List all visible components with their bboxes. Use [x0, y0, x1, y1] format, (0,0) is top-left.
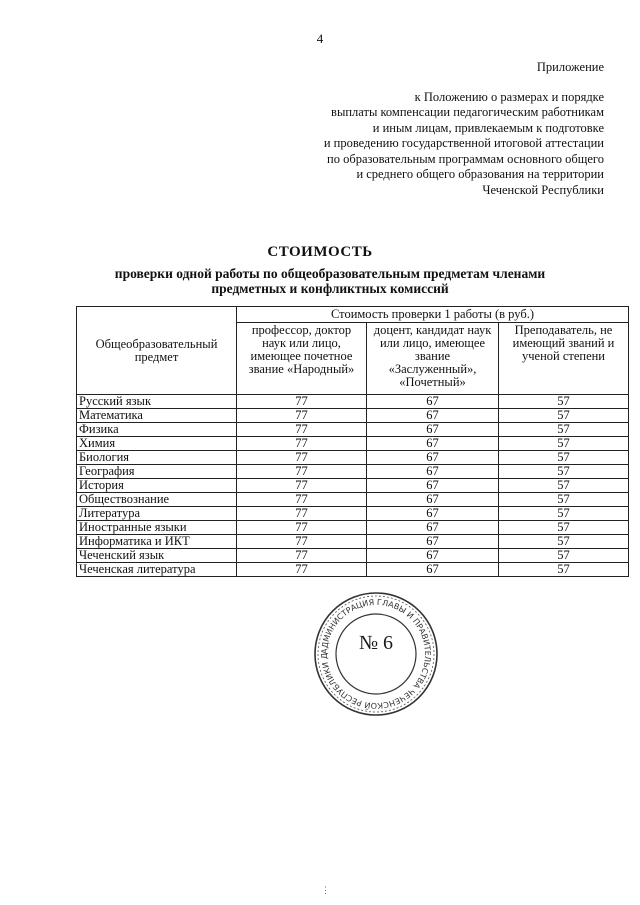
cost-cell: 77: [237, 423, 367, 437]
subject-cell: Чеченская литература: [77, 563, 237, 577]
cost-cell: 57: [499, 521, 629, 535]
cost-cell: 67: [367, 549, 499, 563]
appendix-line: по образовательным программам основного общего: [327, 151, 604, 166]
subject-cell: География: [77, 465, 237, 479]
document-title: СТОИМОСТЬ: [267, 244, 373, 260]
seal-ring-text: АДМИНИСТРАЦИЯ ГЛАВЫ И ПРАВИТЕЛЬСТВА ЧЕЧЕНСКОЙ РЕСПУБЛИКИ Д: [319, 597, 433, 711]
subtitle-line: предметных и конфликтных комиссий: [211, 281, 449, 296]
subject-cell: История: [77, 479, 237, 493]
table-row: [77, 423, 629, 437]
subject-cell: Химия: [77, 437, 237, 451]
cost-cell: 77: [237, 479, 367, 493]
cost-cell: 57: [499, 423, 629, 437]
column-header-docent: доцент, кандидат наук или лицо, имеющее звание «Заслуженный», «Почетный»: [367, 323, 499, 395]
appendix-heading: Приложение: [536, 60, 604, 74]
cost-cell: 77: [237, 465, 367, 479]
official-seal: [312, 590, 440, 718]
cost-cell: 77: [237, 437, 367, 451]
appendix-line: и проведению государственной итоговой аттестации: [323, 136, 604, 150]
table-row: [77, 465, 629, 479]
cost-cell: 57: [499, 493, 629, 507]
seal-number: № 6: [358, 632, 394, 654]
cost-table-body: [77, 395, 629, 577]
cost-cell: 77: [237, 521, 367, 535]
table-row: [77, 535, 629, 549]
appendix-line: выплаты компенсации педагогическим работникам: [331, 105, 604, 119]
cost-cell: 77: [237, 535, 367, 549]
table-row: [77, 479, 629, 493]
subject-cell: Обществознание: [77, 493, 237, 507]
cost-cell: 77: [237, 451, 367, 465]
column-header-teacher: Преподаватель, не имеющий званий и ученой степени: [499, 323, 629, 395]
cost-cell: 77: [237, 563, 367, 577]
appendix-line: Чеченской Республики: [482, 182, 604, 197]
subject-cell: Информатика и ИКТ: [77, 535, 237, 549]
cost-cell: 57: [499, 437, 629, 451]
cost-cell: 67: [367, 409, 499, 423]
table-row: [77, 563, 629, 577]
table-row: [77, 451, 629, 465]
appendix-block: [264, 60, 604, 198]
cost-cell: 67: [367, 493, 499, 507]
cost-cell: 57: [499, 395, 629, 409]
footer-mark: ⋮: [321, 885, 330, 895]
cost-cell: 67: [367, 465, 499, 479]
cost-table: [76, 306, 629, 577]
table-row: [77, 395, 629, 409]
cost-cell: 57: [499, 409, 629, 423]
cost-cell: 67: [367, 507, 499, 521]
subject-cell: Физика: [77, 423, 237, 437]
subject-cell: Чеченский язык: [77, 549, 237, 563]
appendix-line: и иным лицам, привлекаемым к подготовке: [372, 120, 604, 135]
table-row: [77, 549, 629, 563]
subject-column-header: Общеобразовательный предмет: [77, 307, 237, 395]
column-header-professor: профессор, доктор наук или лицо, имеющее почетное звание «Народный»: [237, 323, 367, 395]
page-number: 4: [316, 31, 324, 46]
cost-cell: 77: [237, 493, 367, 507]
cost-cell: 77: [237, 507, 367, 521]
subject-cell: Русский язык: [77, 395, 237, 409]
cost-group-header: Стоимость проверки 1 работы (в руб.): [237, 307, 629, 323]
cost-cell: 67: [367, 535, 499, 549]
cost-cell: 77: [237, 395, 367, 409]
cost-cell: 67: [367, 521, 499, 535]
table-row: [77, 437, 629, 451]
cost-cell: 57: [499, 549, 629, 563]
cost-cell: 57: [499, 563, 629, 577]
cost-cell: 77: [237, 409, 367, 423]
cost-cell: 57: [499, 479, 629, 493]
appendix-line: и среднего общего образования на территории: [356, 167, 604, 181]
cost-cell: 67: [367, 395, 499, 409]
table-row: [77, 409, 629, 423]
subject-cell: Биология: [77, 451, 237, 465]
cost-cell: 67: [367, 451, 499, 465]
appendix-line: к Положению о размерах и порядке: [414, 89, 604, 104]
subject-cell: Литература: [77, 507, 237, 521]
cost-cell: 67: [367, 479, 499, 493]
table-row: [77, 521, 629, 535]
table-row: [77, 493, 629, 507]
cost-cell: 57: [499, 507, 629, 521]
cost-cell: 57: [499, 465, 629, 479]
subtitle-line: проверки одной работы по общеобразовательным предметам членами: [114, 266, 546, 281]
subject-cell: Иностранные языки: [77, 521, 237, 535]
subject-cell: Математика: [77, 409, 237, 423]
cost-cell: 77: [237, 549, 367, 563]
cost-cell: 57: [499, 535, 629, 549]
table-row: [77, 507, 629, 521]
cost-cell: 67: [367, 563, 499, 577]
document-subtitle: [80, 266, 580, 296]
cost-cell: 57: [499, 451, 629, 465]
cost-cell: 67: [367, 423, 499, 437]
cost-cell: 67: [367, 437, 499, 451]
